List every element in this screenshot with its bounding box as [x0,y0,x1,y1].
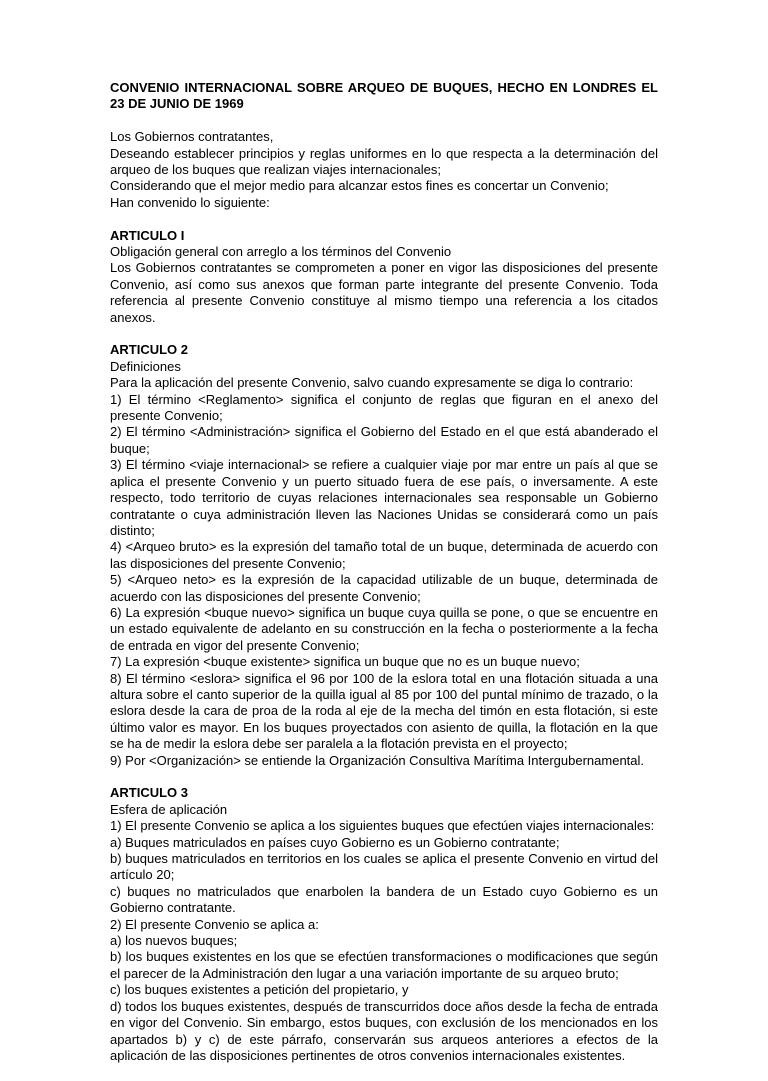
preamble-line: Han convenido lo siguiente: [110,194,270,210]
article-1 [110,228,658,326]
article-paragraph: 1) El presente Convenio se aplica a los siguientes buques que efectúen viajes internacionales: [110,818,655,834]
article-paragraph: 7) La expresión <buque existente> significa un buque que no es un buque nuevo; [110,654,580,670]
article-paragraph: 9) Por <Organización> se entiende la Organización Consultiva Marítima Intergubernamental. [110,752,645,768]
document-page [110,80,658,1081]
article-subheading: Obligación general con arreglo a los términos del Convenio [110,244,452,260]
preamble-line: Los Gobiernos contratantes, [110,129,274,145]
article-3 [110,785,658,1064]
article-paragraph: 2) El término <Administración> significa el Gobierno del Estado en el que está abanderado el buque; [110,424,658,456]
article-paragraph: 6) La expresión <buque nuevo> significa un buque cuya quilla se pone, o que se encuentre en un estado equivalente de adelanto en su construcción en la fecha o posteriormente a la fecha de entrada en vigor del presente Convenio; [110,604,658,653]
article-paragraph: a) los nuevos buques; [110,933,238,949]
article-paragraph: 1) El término <Reglamento> significa el conjunto de reglas que figuran en el anexo del presente Convenio; [110,391,658,424]
preamble-line: Considerando que el mejor medio para alcanzar estos fines es concertar un Convenio; [110,178,609,194]
article-2 [110,342,658,769]
article-paragraph: Los Gobiernos contratantes se comprometen a poner en vigor las disposiciones del presente Convenio, así como sus anexos que forman parte integrante del presente Convenio. Toda referencia al presente Convenio constituye al mismo tiempo una referencia a los citados anexos. [110,260,658,325]
preamble-line: Deseando establecer principios y reglas uniformes en lo que respecta a la determinación del arqueo de los buques que realizan viajes internacionales; [110,145,658,178]
article-heading: ARTICULO 3 [110,785,188,801]
article-heading: ARTICULO 2 [110,342,188,358]
article-subheading: Esfera de aplicación [110,801,228,817]
article-paragraph: d) todos los buques existentes, después de transcurridos doce años desde la fecha de entrada en vigor del Convenio. Sin embargo, estos buques, con exclusión de los mencionados en los apartados b) y c) de este párrafo, conservarán sus arqueos anteriores a efectos de la aplicación de las disposiciones pertinentes de otros convenios internacionales existentes. [110,998,658,1063]
article-paragraph: 8) El término <eslora> significa el 96 por 100 de la eslora total en una flotación situada a una altura sobre el canto superior de la quilla igual al 85 por 100 del puntal mínimo de trazado, o la eslora desde la cara de proa de la roda al eje de la mecha del timón en esta flotación, si este último valor es mayor. En los buques proyectados con asiento de quilla, la flotación en la que se ha de medir la eslora debe ser paralela a la flotación prevista en el proyecto; [110,670,658,752]
article-paragraph: 2) El presente Convenio se aplica a: [110,916,319,932]
article-paragraph: 3) El término <viaje internacional> se refiere a cualquier viaje por mar entre un país al que se aplica el presente Convenio y un puerto situado fuera de ese país, o inversamente. A este respecto, todo territorio de cuyas relaciones internacionales sea responsable un Gobierno contratante o cuya administración lleven las Naciones Unidas se considerará como un país distinto; [110,457,658,538]
document-title: CONVENIO INTERNACIONAL SOBRE ARQUEO DE BUQUES, HECHO EN LONDRES EL 23 DE JUNIO DE 1969 [110,80,658,112]
article-subheading: Definiciones [110,358,181,374]
article-heading: ARTICULO I [110,227,185,243]
article-paragraph: b) buques matriculados en territorios en los cuales se aplica el presente Convenio en virtud del artículo 20; [110,851,658,883]
article-paragraph: 4) <Arqueo bruto> es la expresión del tamaño total de un buque, determinada de acuerdo con las disposiciones del presente Convenio; [110,539,658,571]
article-paragraph: b) los buques existentes en los que se efectúen transformaciones o modificaciones que según el parecer de la Administración den lugar a una variación importante de su arqueo bruto; [110,949,658,981]
article-paragraph: c) los buques existentes a petición del propietario, y [110,982,409,998]
preamble [110,129,658,211]
article-paragraph: 5) <Arqueo neto> es la expresión de la capacidad utilizable de un buque, determinada de acuerdo con las disposiciones del presente Convenio; [110,572,658,604]
article-paragraph: Para la aplicación del presente Convenio, salvo cuando expresamente se diga lo contrario: [110,375,634,391]
article-paragraph: c) buques no matriculados que enarbolen la bandera de un Estado cuyo Gobierno es un Gobierno contratante. [110,883,658,916]
article-paragraph: a) Buques matriculados en países cuyo Gobierno es un Gobierno contratante; [110,834,560,850]
